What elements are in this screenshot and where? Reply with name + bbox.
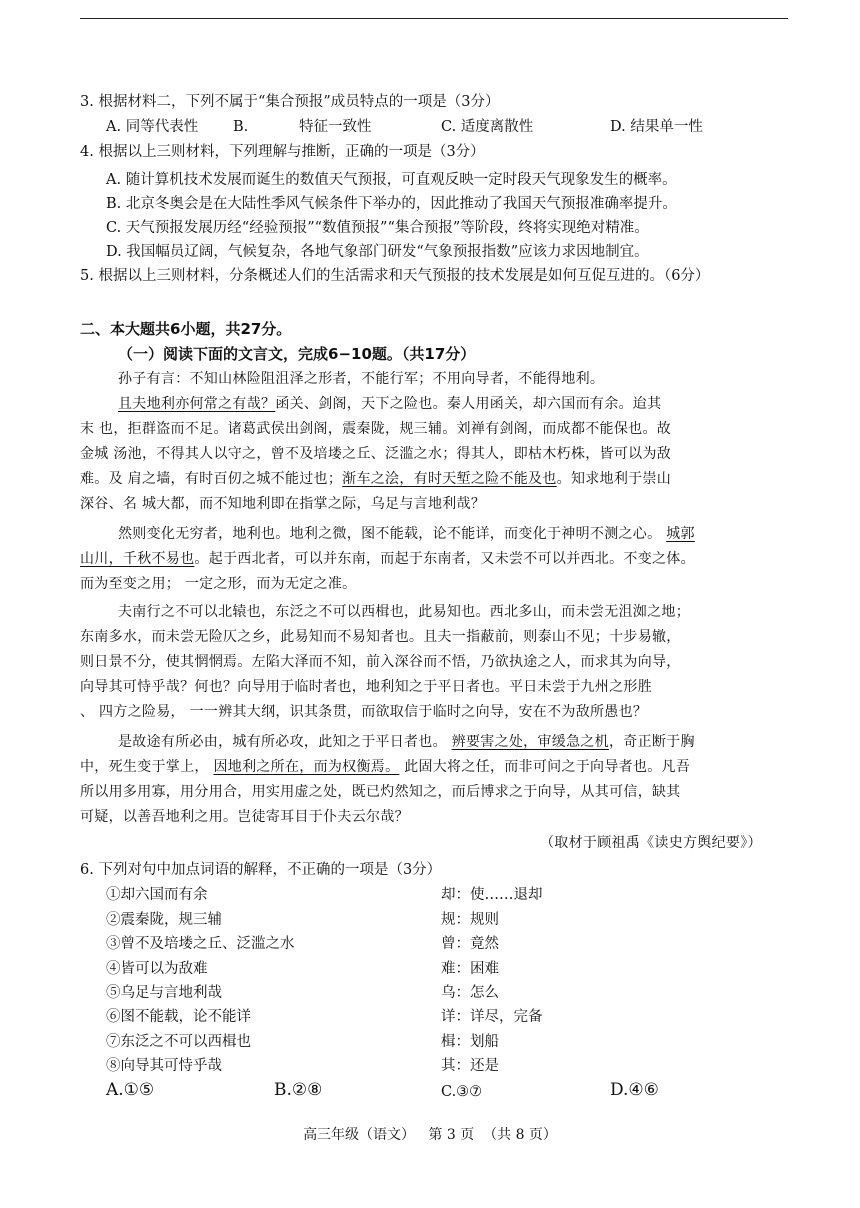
passage-line — [80, 758, 690, 777]
passage-line: 孙子有言：不知山林险阻沮泽之形者，不能行军；不用向导者，不能得地利。 — [118, 371, 605, 387]
passage-line — [118, 733, 695, 752]
passage-text: 此固大将之任，而非可问之于向导者也。凡吾 — [404, 759, 691, 775]
q6-choice-c: C.③⑦ — [441, 1084, 483, 1100]
q6-item-sentence: ①却六国而有余 — [106, 887, 208, 903]
q3-option-b-letter: B. — [233, 119, 249, 135]
passage-line: 末 也，拒群盗而不足。诸葛武侯出剑阁，震秦陇，规三辅。刘禅有剑阁，而成都不能保也。故 — [80, 421, 672, 437]
underlined-phrase: 渐车之浍，有时天堑之险不能及也 — [342, 471, 557, 487]
passage-line: 、 四方之险易， 一一辨其大纲，识其条贯，而欲取信于临时之向导，安在不为敌所愚也？ — [80, 704, 648, 720]
q6-choice-b: B.②⑧ — [274, 1080, 323, 1100]
q6-item-sentence: ③曾不及培𪣻之丘、泛滥之水 — [106, 936, 295, 952]
q6-stem: 6. 下列对句中加点词语的解释，不正确的一项是（3分） — [80, 862, 442, 878]
page-footer: 高三年级（语文） 第 3 页 （共 8 页） — [303, 1127, 557, 1143]
passage-text: 函关、剑阁，天下之险也。秦人用函关，却六国而有余。迨其 — [275, 396, 662, 412]
passage-line: 深谷、名 城大都，而不知地利即在指掌之际，乌足与言地利哉？ — [80, 496, 486, 512]
q3-option-a: A. 同等代表性 — [106, 119, 199, 135]
underlined-phrase: 山川，千秋不易也 — [80, 551, 195, 567]
q4-option-d: D. 我国幅员辽阔，气候复杂，各地气象部门研发“气象预报指数”应该力求因地制宜。 — [106, 244, 649, 260]
passage-line: 而为至变之用； 一定之形，而为无定之准。 — [80, 576, 357, 592]
q6-item-sentence: ⑤乌足与言地利哉 — [106, 985, 222, 1001]
passage-line: 金城 汤池，不得其人以守之，曾不及培𪣻之丘、泛滥之水；得其人，即枯木朽株，皆可以为敌 — [80, 446, 672, 462]
passage-line: 东南多水，而未尝无险仄之乡，此易知而不易知者也。且夫一指蔽前，则泰山不见；十步易辙， — [80, 629, 681, 645]
passage-text: 然则变化无穷者，地利也。地利之微，图不能载，论不能详，而变化于神明不测之心。 — [118, 526, 662, 542]
passage-line — [118, 525, 695, 544]
q3-option-b-text: 特征一致性 — [299, 119, 372, 135]
section-subtitle: （一）阅读下面的文言文，完成6−10题。（共17分） — [118, 345, 476, 363]
top-rule — [80, 18, 788, 19]
q6-choice-a: A.①⑤ — [106, 1080, 155, 1100]
passage-line: 可疑，以善吾地利之用。岂徒寄耳目于仆夫云尔哉？ — [80, 809, 409, 825]
passage-text: 难。及 肩之墙，有时百仞之城不能过也； — [80, 471, 343, 487]
passage-text: 。知求地利于崇山 — [556, 471, 672, 487]
q6-item-gloss: 规：规则 — [441, 912, 499, 928]
underlined-phrase: 辨要害之处，审缓急之机 — [451, 734, 609, 750]
q3-option-c: C. 适度离散性 — [441, 119, 534, 135]
q4-option-c: C. 天气预报发展历经“经验预报”“数值预报”“集合预报”等阶段，终将实现绝对精准。 — [106, 220, 649, 236]
q3-stem: 3. 根据材料二，下列不属于“集合预报”成员特点的一项是（3分） — [80, 94, 500, 110]
passage-text: ，奇正断于胸 — [608, 734, 695, 750]
passage-line: 向导其可恃乎哉？何也？向导用于临时者也，地利知之于平日者也。平日未尝于九州之形胜 — [80, 679, 652, 695]
q6-item-gloss: 楫：划船 — [441, 1034, 499, 1050]
q6-item-sentence: ④皆可以为敌难 — [106, 961, 208, 977]
q6-item-sentence: ⑦东泛之不可以西楫也 — [106, 1034, 251, 1050]
passage-line — [80, 550, 695, 569]
q6-item-gloss: 难：困难 — [441, 961, 499, 977]
q6-item-gloss: 却：使……退却 — [441, 887, 543, 903]
passage-source: （取材于顾祖禹《读史方舆纪要》） — [540, 835, 762, 851]
passage-line: 所以用多用寡，用分用合，用实用虚之处，既已灼然知之，而后博求之于向导，从其可信，缺其 — [80, 784, 681, 800]
underlined-phrase: 因地利之所在，而为权衡焉。 — [213, 759, 400, 775]
passage-text: 。起于西北者，可以并东南，而起于东南者，又未尝不可以并西北。不变之体。 — [194, 551, 695, 567]
q6-item-sentence: ⑥图不能载，论不能详 — [106, 1009, 251, 1025]
q3-option-d: D. 结果单一性 — [610, 119, 703, 135]
underlined-phrase: 且夫地利亦何常之有哉？ — [118, 396, 276, 412]
q6-item-gloss: 曾：竟然 — [441, 936, 499, 952]
q6-item-gloss: 其：还是 — [441, 1058, 499, 1074]
q4-option-a: A. 随计算机技术发展而诞生的数值天气预报，可直观反映一定时段天气现象发生的概率。 — [106, 172, 677, 188]
passage-line — [80, 470, 671, 489]
section-title: 二、本大题共6小题，共27分。 — [80, 320, 292, 338]
q4-option-b: B. 北京冬奥会是在大陆性季风气候条件下举办的，因此推动了我国天气预报准确率提升。 — [106, 196, 677, 212]
passage-line: 夫南行之不可以北辕也，东泛之不可以西楫也，此易知也。西北多山，而未尝无沮洳之地； — [118, 604, 690, 620]
passage-text: 是故途有所必由，城有所必攻，此知之于平日者也。 — [118, 734, 447, 750]
passage-text: 中，死生变于掌上， — [80, 759, 209, 775]
q6-item-gloss: 乌：怎么 — [441, 985, 499, 1001]
q6-item-gloss: 详：详尽，完备 — [441, 1009, 543, 1025]
q6-item-sentence: ②震秦陇，规三辅 — [106, 912, 222, 928]
q6-choice-d: D.④⑥ — [610, 1080, 659, 1100]
passage-line — [118, 395, 661, 414]
q4-stem: 4. 根据以上三则材料，下列理解与推断，正确的一项是（3分） — [80, 144, 485, 160]
q6-item-sentence: ⑧向导其可恃乎哉 — [106, 1058, 222, 1074]
underlined-phrase: 城郭 — [666, 526, 695, 542]
q5-stem: 5. 根据以上三则材料，分条概述人们的生活需求和天气预报的技术发展是如何互促互进的。（6分） — [80, 268, 710, 284]
passage-line: 则日景不分，使其惘惘焉。左陷大泽而不知，前入深谷而不悟，乃欲执途之人，而求其为向导， — [80, 654, 681, 670]
